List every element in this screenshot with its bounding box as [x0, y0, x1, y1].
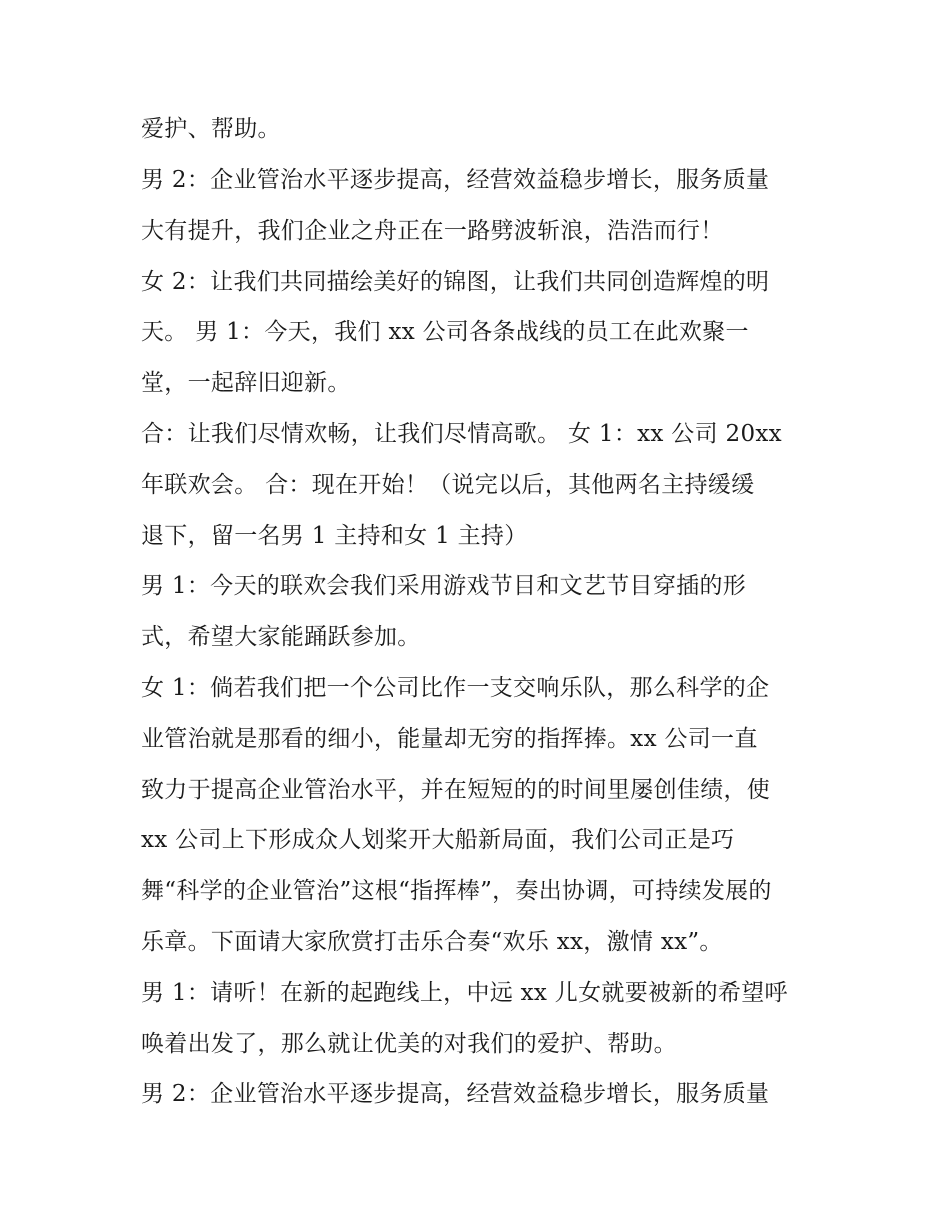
text-line: 年联欢会。 合：现在开始！（说完以后，其他两名主持缓缓: [141, 472, 755, 498]
text-line: 男 2：企业管治水平逐步提高，经营效益稳步增长，服务质量: [141, 1081, 770, 1107]
text-line: xx 公司上下形成众人划桨开大船新局面，我们公司正是巧: [141, 827, 735, 853]
text-line: 式，希望大家能踊跃参加。: [141, 624, 421, 650]
text-line: 合：让我们尽情欢畅，让我们尽情高歌。 女 1：xx 公司 20xx: [141, 421, 782, 447]
text-line: 业管治就是那看的细小，能量却无穷的指挥捧。xx 公司一直: [141, 726, 758, 752]
text-line: 女 2：让我们共同描绘美好的锦图，让我们共同创造辉煌的明: [141, 269, 770, 295]
text-line: 女 1：倘若我们把一个公司比作一支交响乐队，那么科学的企: [141, 675, 770, 701]
text-line: 男 2：企业管治水平逐步提高，经营效益稳步增长，服务质量: [141, 167, 770, 193]
text-line: 男 1：请听！在新的起跑线上，中远 xx 儿女就要被新的希望呼: [141, 980, 788, 1006]
text-line: 大有提升，我们企业之舟正在一路劈波斩浪，浩浩而行！: [141, 218, 724, 244]
text-line: 堂，一起辞旧迎新。: [141, 370, 351, 396]
text-line: 爱护、帮助。: [141, 116, 281, 142]
text-line: 乐章。下面请大家欣赏打击乐合奏“欢乐 xx，激情 xx”。: [141, 929, 723, 955]
text-line: 唤着出发了，那么就让优美的对我们的爱护、帮助。: [141, 1031, 677, 1057]
text-line: 退下，留一名男 1 主持和女 1 主持）: [141, 523, 528, 549]
text-line: 舞“科学的企业管治”这根“指挥棒”，奏出协调，可持续发展的: [141, 878, 772, 904]
text-line: 致力于提高企业管治水平，并在短短的的时间里屡创佳绩，使: [141, 777, 771, 803]
text-line: 男 1：今天的联欢会我们采用游戏节目和文艺节目穿插的形: [141, 573, 747, 599]
text-line: 天。 男 1：今天，我们 xx 公司各条战线的员工在此欢聚一: [141, 319, 749, 345]
